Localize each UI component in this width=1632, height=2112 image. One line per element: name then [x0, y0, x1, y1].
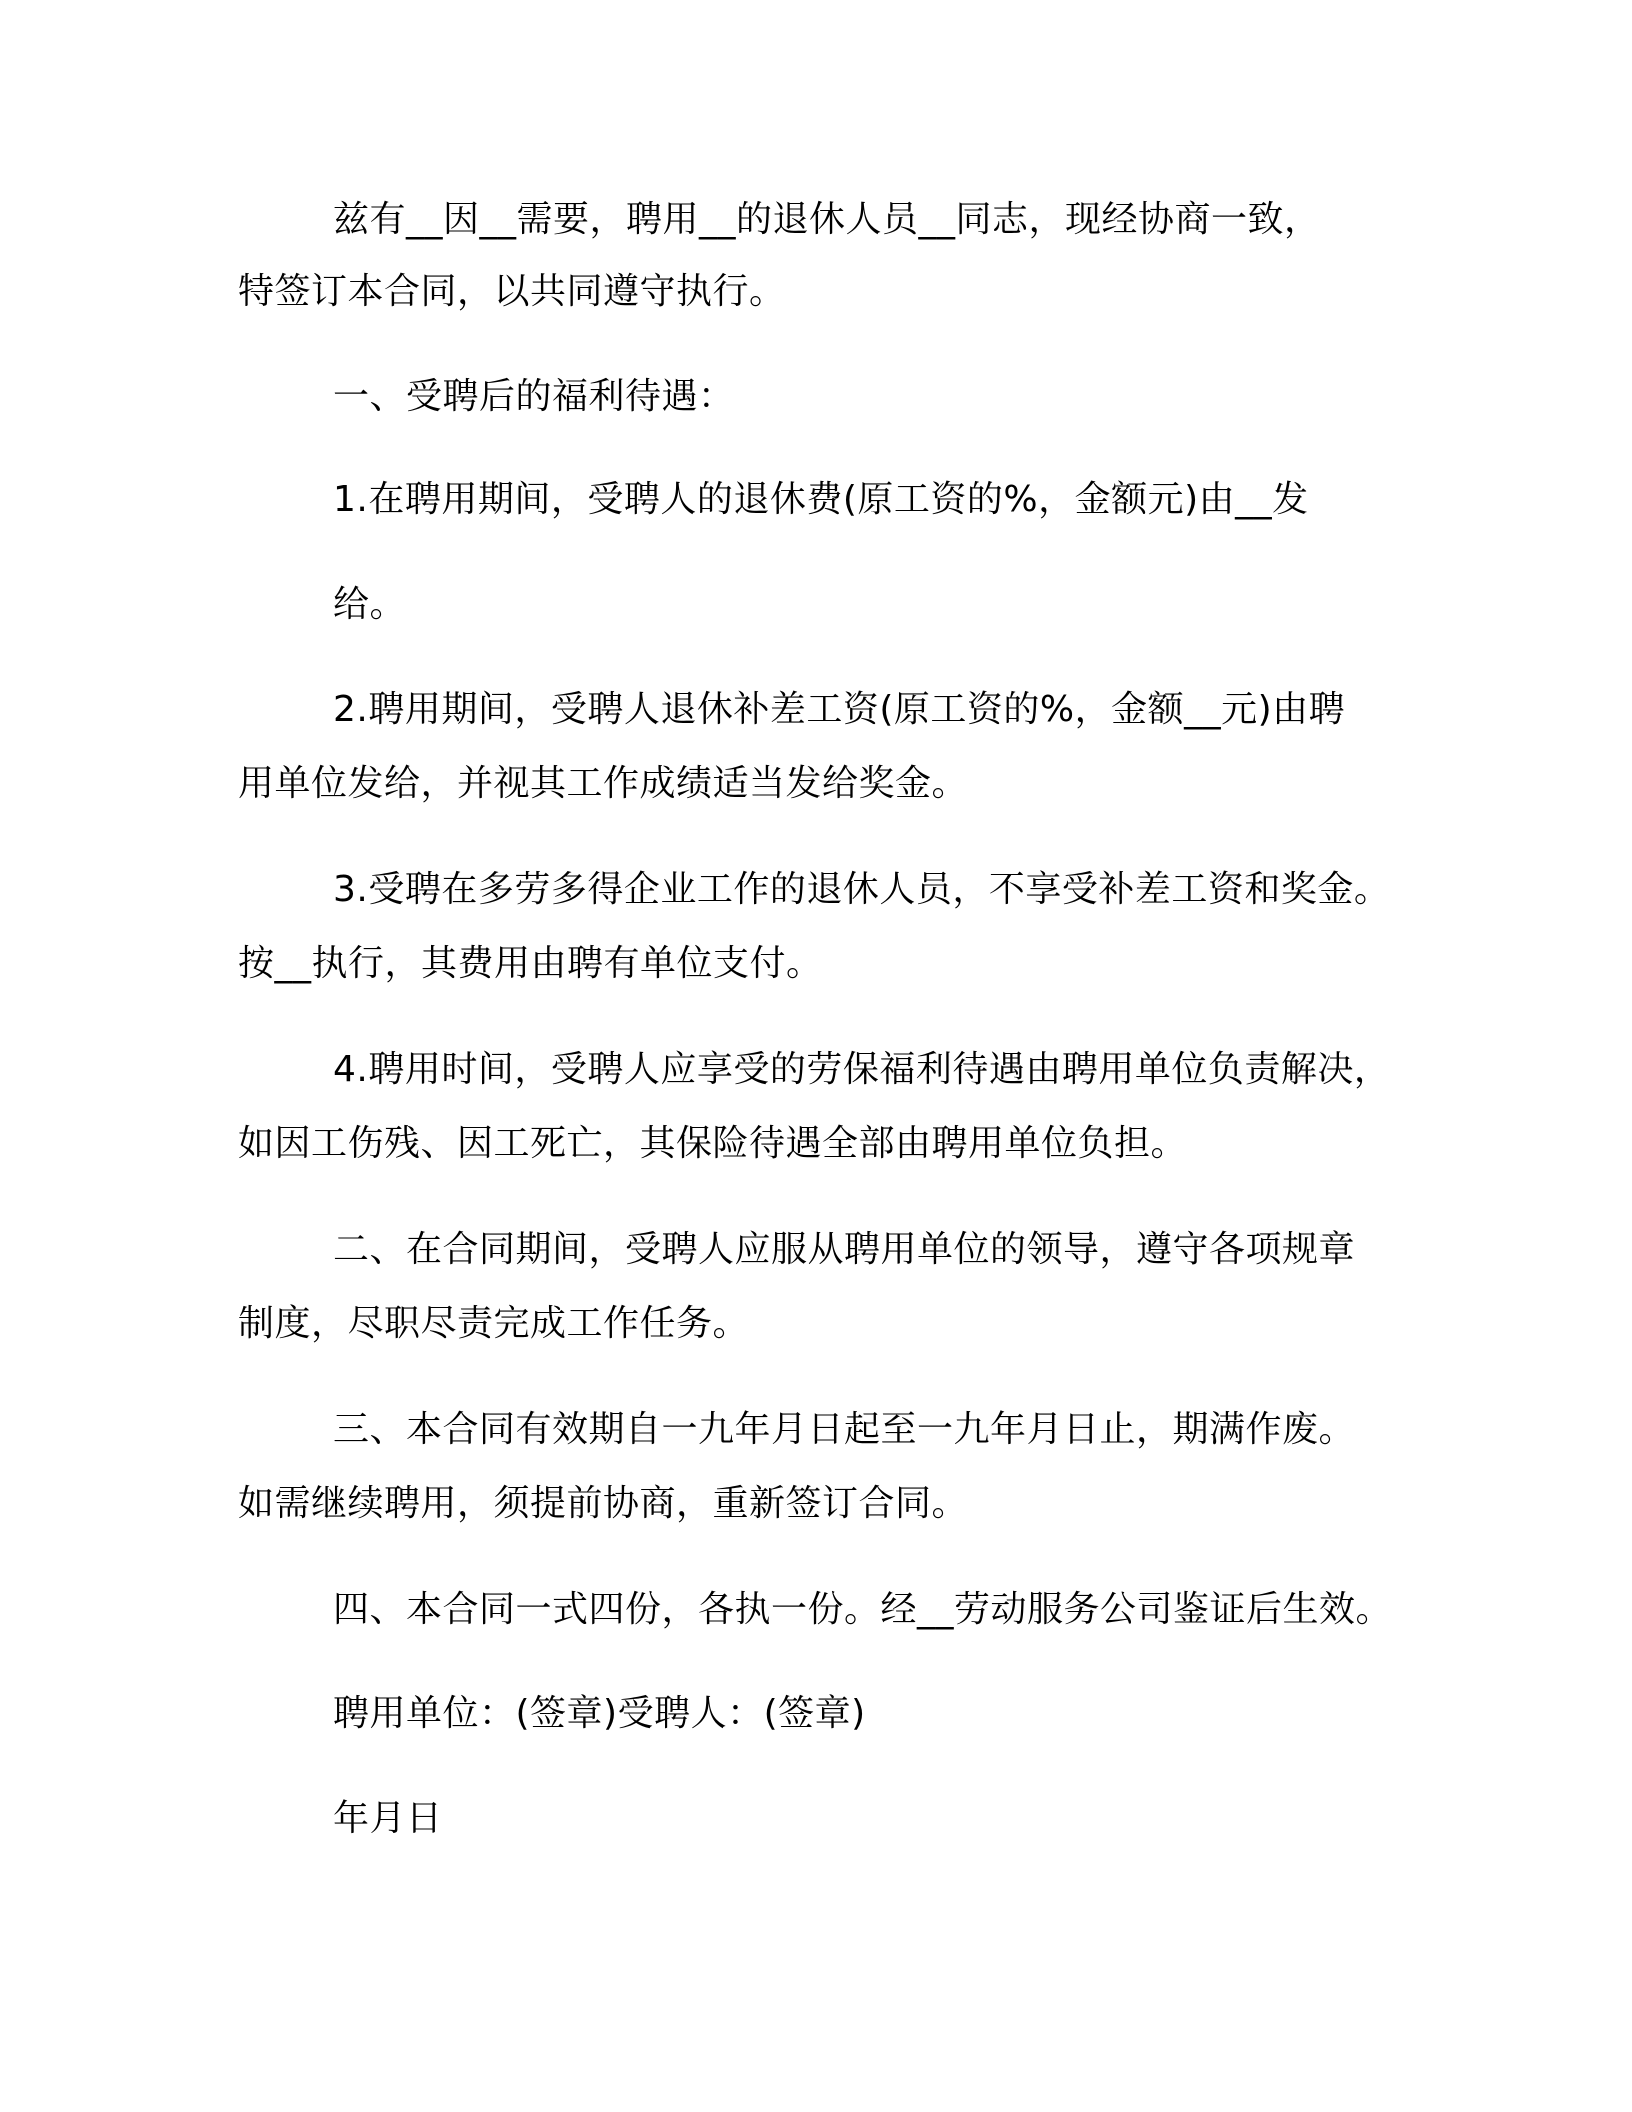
signature-line: 聘用单位：(签章)受聘人：(签章)	[333, 1693, 866, 1734]
section-2-line-1: 二、在合同期间，受聘人应服从聘用单位的领导，遵守各项规章	[333, 1229, 1356, 1270]
paragraph-preamble-line-1: 兹有__因__需要，聘用__的退休人员__同志，现经协商一致，	[333, 199, 1321, 240]
clause-1-line-2: 给。	[333, 584, 407, 625]
clause-2-line-1: 2.聘用期间，受聘人退休补差工资(原工资的%，金额__元)由聘	[333, 689, 1346, 730]
clause-4-line-2: 如因工伤残、因工死亡，其保险待遇全部由聘用单位负担。	[238, 1123, 1188, 1164]
section-3-line-1: 三、本合同有效期自一九年月日起至一九年月日止，期满作废。	[333, 1409, 1356, 1450]
clause-3-line-2: 按__执行，其费用由聘有单位支付。	[238, 943, 823, 984]
paragraph-preamble-line-2: 特签订本合同，以共同遵守执行。	[238, 271, 786, 312]
section-1-heading: 一、受聘后的福利待遇：	[333, 376, 735, 417]
clause-1-line-1: 1.在聘用期间，受聘人的退休费(原工资的%，金额元)由__发	[333, 479, 1309, 520]
section-4-line: 四、本合同一式四份，各执一份。经__劳动服务公司鉴证后生效。	[333, 1589, 1393, 1630]
section-2-line-2: 制度，尽职尽责完成工作任务。	[238, 1303, 750, 1344]
clause-2-line-2: 用单位发给，并视其工作成绩适当发给奖金。	[238, 763, 969, 804]
date-line: 年月日	[333, 1798, 443, 1839]
clause-4-line-1: 4.聘用时间，受聘人应享受的劳保福利待遇由聘用单位负责解决，	[333, 1049, 1391, 1090]
section-3-line-2: 如需继续聘用，须提前协商，重新签订合同。	[238, 1483, 969, 1524]
clause-3-line-1: 3.受聘在多劳多得企业工作的退休人员，不享受补差工资和奖金。	[333, 869, 1391, 910]
